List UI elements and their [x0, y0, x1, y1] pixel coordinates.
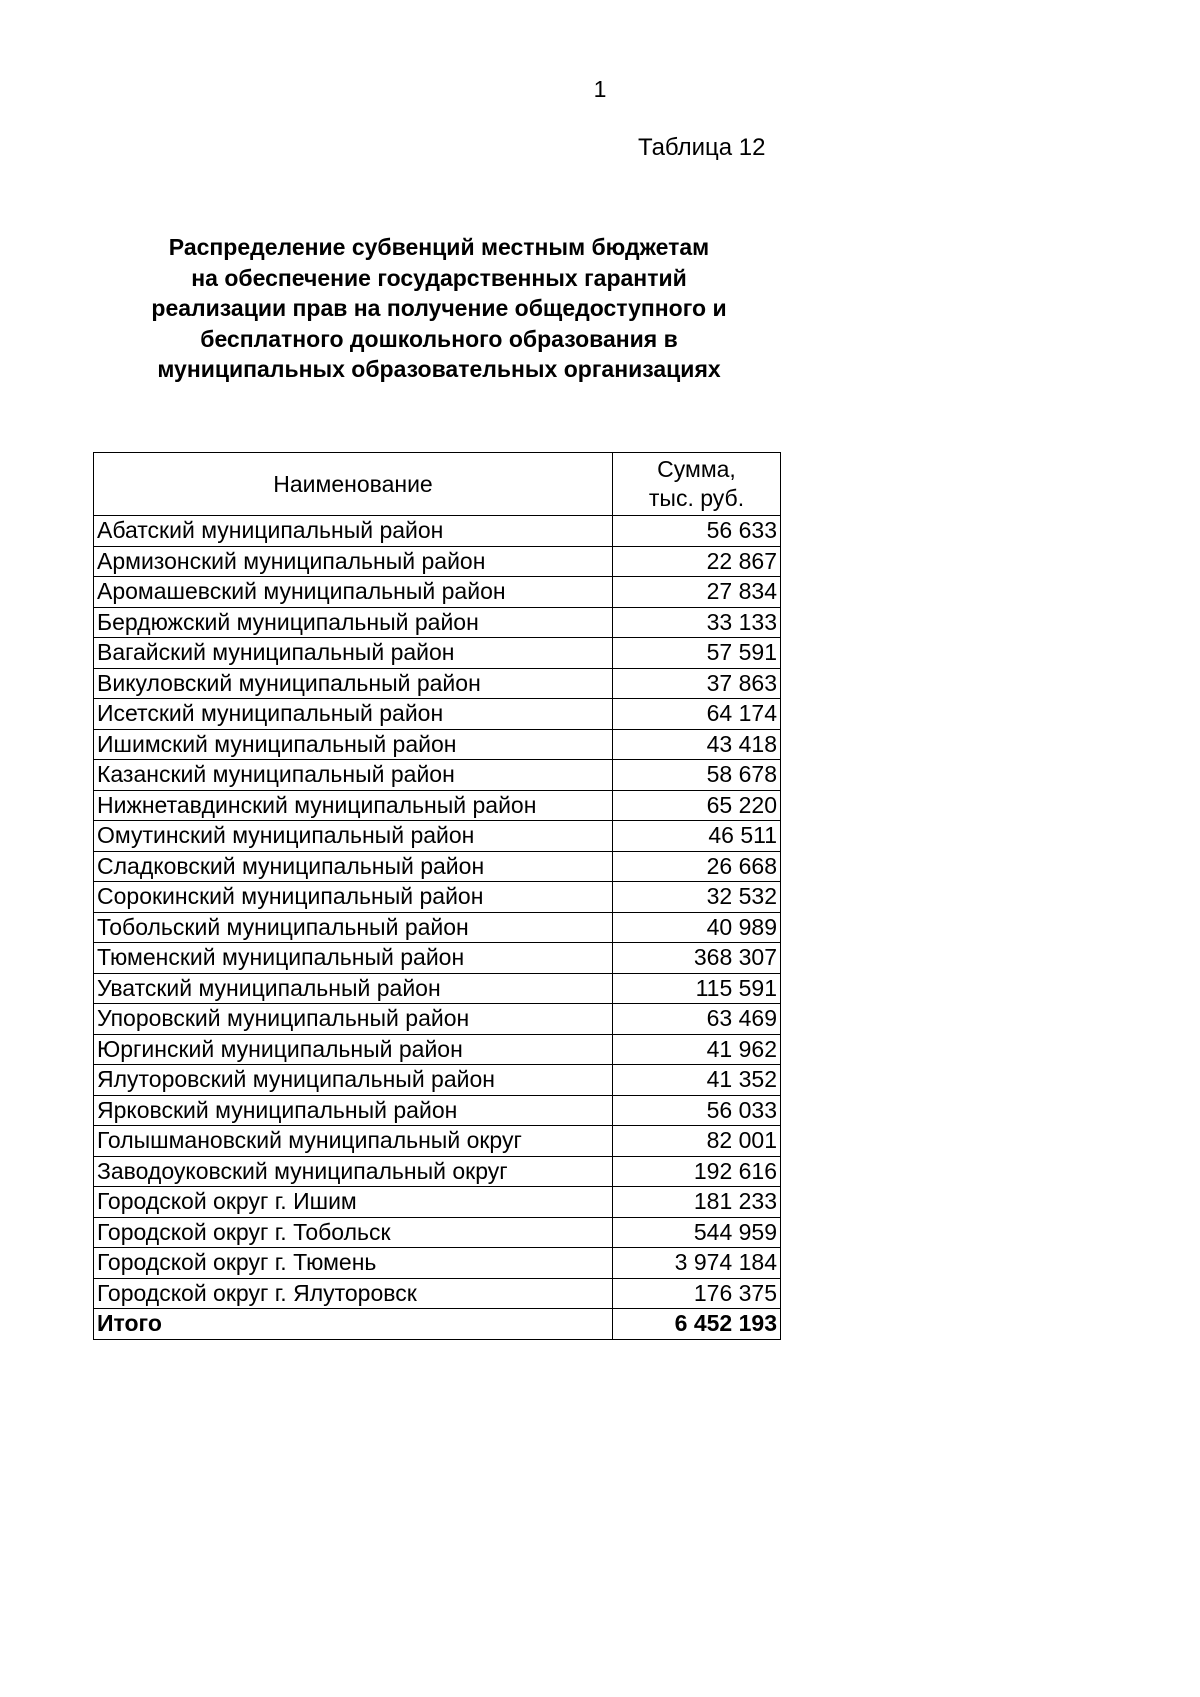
- row-name: Ярковский муниципальный район: [94, 1095, 613, 1126]
- row-sum: 368 307: [613, 943, 781, 974]
- row-sum: 58 678: [613, 760, 781, 791]
- table-row: [94, 1156, 781, 1187]
- row-name: Городской округ г. Ишим: [94, 1187, 613, 1218]
- table-row: [94, 668, 781, 699]
- row-name: Сладковский муниципальный район: [94, 851, 613, 882]
- row-name: Сорокинский муниципальный район: [94, 882, 613, 913]
- table-row: [94, 851, 781, 882]
- row-sum: 192 616: [613, 1156, 781, 1187]
- row-sum: 3 974 184: [613, 1248, 781, 1279]
- table-row: [94, 699, 781, 730]
- row-sum: 37 863: [613, 668, 781, 699]
- row-name: Ялуторовский муниципальный район: [94, 1065, 613, 1096]
- table-header-row: [94, 453, 781, 516]
- table-row: [94, 577, 781, 608]
- row-name: Ишимский муниципальный район: [94, 729, 613, 760]
- row-sum: 181 233: [613, 1187, 781, 1218]
- row-sum: 544 959: [613, 1217, 781, 1248]
- total-sum: 6 452 193: [613, 1309, 781, 1340]
- row-name: Тюменский муниципальный район: [94, 943, 613, 974]
- header-name: Наименование: [94, 453, 613, 516]
- table-row: [94, 1034, 781, 1065]
- table-row: [94, 516, 781, 547]
- table-row: [94, 912, 781, 943]
- row-name: Аромашевский муниципальный район: [94, 577, 613, 608]
- row-sum: 56 633: [613, 516, 781, 547]
- table-label: Таблица 12: [638, 134, 766, 161]
- row-sum: 43 418: [613, 729, 781, 760]
- row-sum: 63 469: [613, 1004, 781, 1035]
- table-row: [94, 546, 781, 577]
- table-row: [94, 821, 781, 852]
- row-name: Исетский муниципальный район: [94, 699, 613, 730]
- page-number: 1: [593, 76, 607, 102]
- table-row: [94, 1004, 781, 1035]
- table-row: [94, 760, 781, 791]
- row-sum: 56 033: [613, 1095, 781, 1126]
- table-row: [94, 790, 781, 821]
- row-name: Заводоуковский муниципальный округ: [94, 1156, 613, 1187]
- header-sum-line2: тыс. руб.: [648, 485, 745, 511]
- row-name: Городской округ г. Тобольск: [94, 1217, 613, 1248]
- table-row: [94, 607, 781, 638]
- row-sum: 82 001: [613, 1126, 781, 1157]
- header-sum: [613, 453, 781, 516]
- row-sum: 64 174: [613, 699, 781, 730]
- table-row: [94, 1065, 781, 1096]
- row-name: Юргинский муниципальный район: [94, 1034, 613, 1065]
- table-row: [94, 882, 781, 913]
- row-sum: 33 133: [613, 607, 781, 638]
- row-name: Городской округ г. Ялуторовск: [94, 1278, 613, 1309]
- row-name: Омутинский муниципальный район: [94, 821, 613, 852]
- row-sum: 57 591: [613, 638, 781, 669]
- header-sum-line1: Сумма,: [657, 456, 736, 482]
- table-row: [94, 1278, 781, 1309]
- total-row: [94, 1309, 781, 1340]
- table-row: [94, 943, 781, 974]
- table-row: [94, 973, 781, 1004]
- table-body: [94, 516, 781, 1309]
- table-row: [94, 1095, 781, 1126]
- row-name: Вагайский муниципальный район: [94, 638, 613, 669]
- subvention-table: [93, 452, 781, 1340]
- row-name: Уватский муниципальный район: [94, 973, 613, 1004]
- table-row: [94, 1187, 781, 1218]
- row-sum: 176 375: [613, 1278, 781, 1309]
- row-name: Упоровский муниципальный район: [94, 1004, 613, 1035]
- row-name: Казанский муниципальный район: [94, 760, 613, 791]
- row-sum: 41 962: [613, 1034, 781, 1065]
- table-row: [94, 1126, 781, 1157]
- row-name: Тобольский муниципальный район: [94, 912, 613, 943]
- row-name: Викуловский муниципальный район: [94, 668, 613, 699]
- row-name: Голышмановский муниципальный округ: [94, 1126, 613, 1157]
- table-row: [94, 638, 781, 669]
- row-name: Городской округ г. Тюмень: [94, 1248, 613, 1279]
- row-sum: 32 532: [613, 882, 781, 913]
- table-row: [94, 729, 781, 760]
- row-sum: 46 511: [613, 821, 781, 852]
- row-sum: 41 352: [613, 1065, 781, 1096]
- table-row: [94, 1248, 781, 1279]
- row-sum: 40 989: [613, 912, 781, 943]
- table-row: [94, 1217, 781, 1248]
- row-sum: 115 591: [613, 973, 781, 1004]
- row-name: Нижнетавдинский муниципальный район: [94, 790, 613, 821]
- row-name: Армизонский муниципальный район: [94, 546, 613, 577]
- row-name: Бердюжский муниципальный район: [94, 607, 613, 638]
- row-sum: 26 668: [613, 851, 781, 882]
- total-label: Итого: [94, 1309, 613, 1340]
- row-sum: 65 220: [613, 790, 781, 821]
- document-title: Распределение субвенций местным бюджетам на обеспечение государственных гарантий реализации прав на получение общедоступного и бесплатного дошкольного образования в муниципальных образовательных организациях: [151, 234, 727, 382]
- row-name: Абатский муниципальный район: [94, 516, 613, 547]
- row-sum: 27 834: [613, 577, 781, 608]
- row-sum: 22 867: [613, 546, 781, 577]
